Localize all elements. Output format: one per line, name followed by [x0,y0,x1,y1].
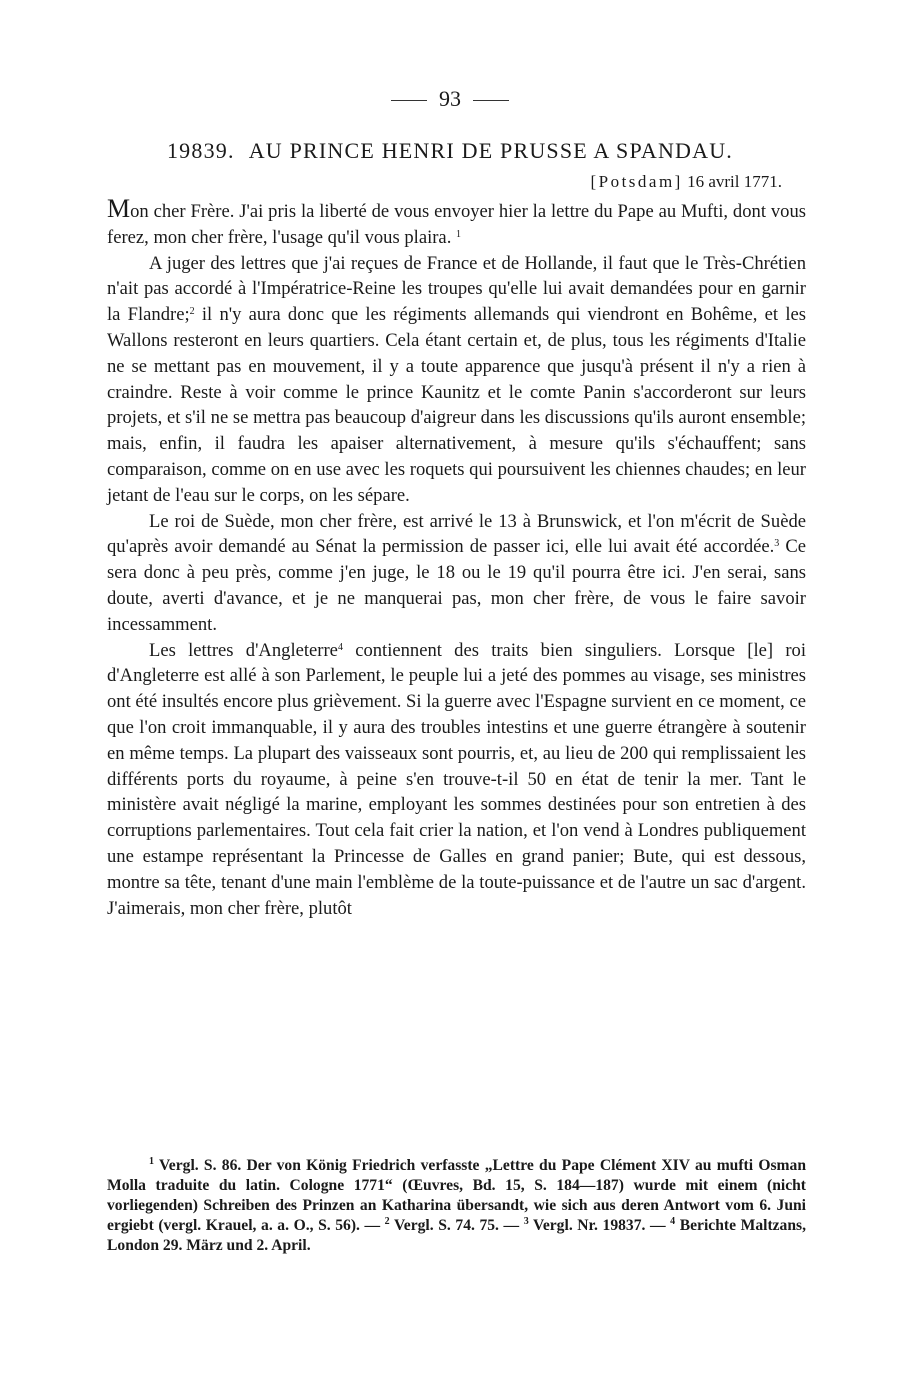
footnote-ref-4: 4 [337,641,343,653]
initial-letter: M [107,194,131,223]
paragraph-1: Mon cher Frère. J'ai pris la liberté de vous envoyer hier la lettre du Pape au Mufti, dont vous ferez, mon cher frère, l'usage qu'il vous plaira. $^1$ [107,194,806,248]
dateline [590,172,782,192]
letter-title: AU PRINCE HENRI DE PRUSSE A SPANDAU. [248,138,733,163]
footnote-mark-4: 4 [670,1216,676,1227]
footnote-mark-1: 1 [149,1156,154,1167]
footnote-block [107,1156,806,1256]
footnote-ref-2: 2 [189,306,195,318]
dateline-place: [Potsdam] [590,172,683,191]
footnote-4: Berichte Maltzans, London 29. März und 2. April. [107,1217,806,1254]
dateline-date: 16 avril 1771. [687,172,782,191]
footnote-mark-3: 3 [523,1216,529,1227]
paragraph-4: Les lettres d'Angleterre$^4$ contiennent des traits bien singuliers. Lorsque [le] roi d'Angleterre est allé à son Parlement, le peuple lui a jeté des pommes au visage, ses ministres ont été insultés encore plus grièvement. Si la guerre avec l'Espagne survient en ce moment, ce que l'on croit immanquable, il y aura des troubles intestins et une guerre étrangère à soutenir en même temps. La plupart des vaisseaux sont pourris, et, au lieu de 200 qui remplissaient les différents ports du royaume, à peine s'en trouve-t-il 50 en état de tenir la mer. Tant le ministère avait négligé la marine, employant les sommes destinées pour son entretien à des corruptions parlementaires. Tout cela fait crier la nation, et l'on vend à Londres publiquement une estampe représentant la Princesse de Galles en grand panier; Bute, qui est dessous, montre sa tête, tenant d'une main l'emblème de la toute-puissance et de l'autre un sac d'argent. J'aimerais, mon cher frère, plutôt [107,639,807,919]
footnote-3: Vergl. Nr. 19837. — [528,1217,671,1234]
left-rule [391,100,427,101]
footnote-ref-3: 3 [774,538,780,550]
letter-number: 19839. [166,138,235,163]
letter-body [107,196,806,921]
footnote-mark-2: 2 [384,1216,390,1227]
footnotes [107,1156,806,1256]
letter-heading [0,138,900,164]
page-header [0,86,900,112]
paragraph-2: A juger des lettres que j'ai reçues de France et de Hollande, il faut que le Très-Chrétien n'ait pas accordé à l'Impératrice-Reine les troupes qu'elle lui avait demandées pour en garnir la Flandre;$^2$ il n'y aura donc que les régiments allemands qui viendront en Bohême, et les Wallons resteront en leurs quartiers. Cela étant certain et, de plus, tous les régiments d'Italie ne se mettant pas en mouvement, il y a toute apparence que jusqu'à présent il n'y a rien à craindre. Reste à voir comme le prince Kaunitz et le comte Panin s'accorderont sur leurs projets, et s'il ne se mettra pas beaucoup d'aigreur dans les discussions qu'ils auront ensemble; mais, enfin, il faudra les apaiser alternativement, à mesure qu'ils s'échauffent; sans comparaison, comme on en use avec les roquets qui poursuivent les chiennes chaudes; en leur jetant de l'eau sur le corps, on les sépare. [107,252,806,506]
paragraph-3: Le roi de Suède, mon cher frère, est arrivé le 13 à Brunswick, et l'on m'écrit de Suède qu'après avoir demandé au Sénat la permission de passer ici, elle lui avait été accordée.$^3$ Ce sera donc à peu près, comme j'en juge, le 18 ou le 19 qu'il pourra être ici. J'en serai, sans doute, averti d'avance, et je ne manquerai pas, mon cher frère, de vous le faire savoir incessamment. [107,510,807,635]
footnote-ref-1: 1 [456,228,461,240]
footnote-2: Vergl. S. 74. 75. — [389,1217,524,1234]
page-number: 93 [439,86,461,111]
footnote-1: Vergl. S. 86. Der von König Friedrich verfasste „Lettre du Pape Clément XIV au mufti Osman Molla traduite du latin. Cologne 1771“ (Œuvres, Bd. 15, S. 184—187) wurde mit einem (nicht vorliegenden) Schreiben des Prinzen an Katharina übersandt, wie sich aus deren Antwort vom 6. Juni ergiebt (vergl. Krauel, a. a. O., S. 56). — [107,1157,806,1234]
right-rule [473,100,509,101]
